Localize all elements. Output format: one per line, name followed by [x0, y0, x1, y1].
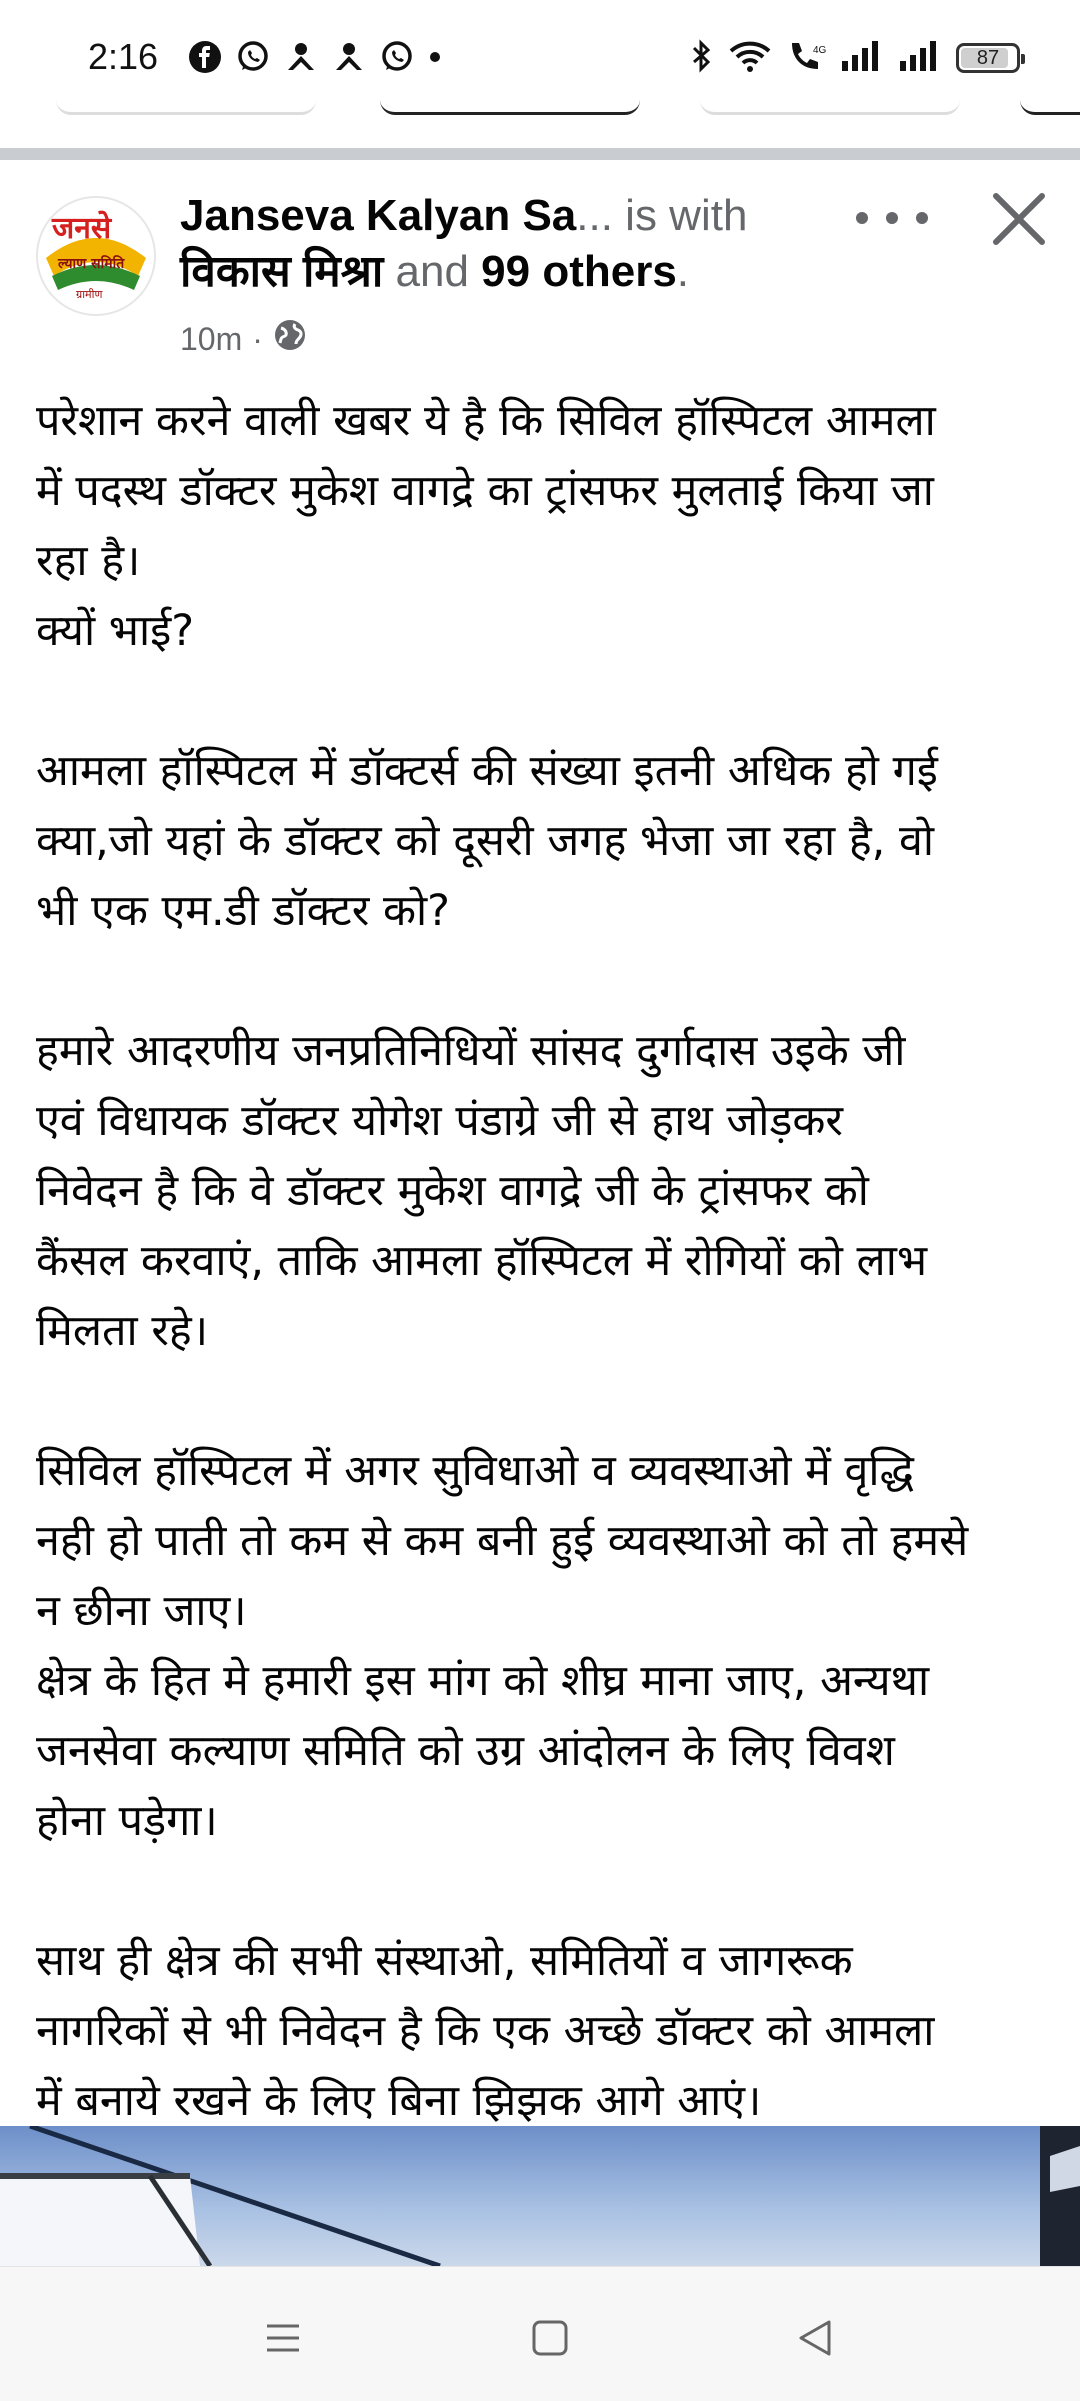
post-text-line: परेशान करने वाली खबर ये है कि सिविल हॉस्पिटल आमला [36, 396, 936, 446]
story-card-edge[interactable] [700, 100, 960, 115]
dot-icon [886, 212, 898, 224]
post-text-line: कैंसल करवाएं, ताकि आमला हॉस्पिटल में रोगियों को लाभ [36, 1236, 928, 1286]
battery-label: 87 [976, 46, 1000, 69]
app-person-icon [332, 40, 366, 74]
more-options-button[interactable] [856, 196, 928, 240]
and-text: and [383, 247, 482, 296]
post-text-line: क्या,जो यहां के डॉक्टर को दूसरी जगह भेजा जा रहा है, वो [36, 816, 935, 866]
notification-icons [188, 40, 442, 74]
post-photo[interactable] [0, 2126, 1080, 2266]
post-paragraph [36, 1926, 1046, 2136]
app-person-icon [284, 40, 318, 74]
post-text-line: मिलता रहे। [36, 1306, 209, 1356]
post-text-line: सिविल हॉस्पिटल में अगर सुविधाओ व व्यवस्थाओ में वृद्धि [36, 1446, 914, 1496]
post-text-line: नागरिकों से भी निवेदन है कि एक अच्छे डॉक्टर को आमला [36, 2006, 935, 2056]
post-text-line: नही हो पाती तो कम से कम बनी हुई व्यवस्थाओ को तो हमसे [36, 1516, 969, 1566]
meta-separator: · [252, 320, 263, 357]
post-text-line: जनसेवा कल्याण समिति को उग्र आंदोलन के लिए विवश [36, 1726, 895, 1776]
battery-indicator [956, 43, 1020, 73]
svg-text:4G: 4G [813, 45, 826, 56]
dot-icon [916, 212, 928, 224]
svg-text:ग्रामीण: ग्रामीण [76, 288, 103, 301]
system-icons [690, 38, 1020, 78]
bluetooth-icon [690, 38, 714, 78]
close-post-button[interactable] [990, 190, 1048, 248]
author-name-link[interactable]: Janseva Kalyan Sa [180, 191, 577, 240]
signal-icon [898, 39, 942, 77]
story-card-edge[interactable] [380, 100, 640, 115]
post-header-text [180, 188, 840, 300]
post-text-line: में पदस्थ डॉक्टर मुकेश वागद्रे का ट्रांसफर मुलताई किया जा [36, 466, 934, 516]
signal-icon [840, 39, 884, 77]
close-icon [990, 190, 1048, 248]
post-text-line: में बनाये रखने के लिए बिना झिझक आगे आएं। [36, 2076, 762, 2126]
post-timestamp[interactable]: 10m [180, 320, 243, 357]
post-text-line: एवं विधायक डॉक्टर योगेश पंडाग्रे जी से हाथ जोड़कर [36, 1096, 844, 1146]
period-text: . [676, 247, 690, 296]
globe-icon[interactable] [273, 318, 307, 360]
post-paragraph [36, 1436, 1046, 1856]
post-paragraph [36, 386, 1046, 666]
post-text-line: होना पड़ेगा। [36, 1796, 218, 1846]
home-button[interactable] [525, 2313, 575, 2363]
feed-divider [0, 148, 1080, 160]
logo-icon [38, 198, 154, 314]
svg-text:जनसे: जनसे [52, 211, 112, 246]
home-square-icon [530, 2318, 570, 2358]
status-time: 2:16 [88, 36, 159, 77]
dot-icon [428, 40, 442, 74]
dot-icon [856, 212, 868, 224]
is-with-text: is with [612, 191, 748, 240]
page-avatar[interactable] [36, 196, 156, 316]
whatsapp-icon [380, 40, 414, 74]
post-text [36, 386, 1046, 2206]
post-paragraph [36, 736, 1046, 946]
post-text-line: क्षेत्र के हित मे हमारी इस मांग को शीघ्र माना जाए, अन्यथा [36, 1656, 930, 1706]
system-nav-bar [0, 2266, 1080, 2401]
facebook-icon [188, 40, 222, 74]
story-card-edge[interactable] [56, 100, 316, 115]
back-triangle-icon [795, 2318, 835, 2358]
author-ellipsis: ... [576, 191, 613, 240]
tagged-person-link[interactable]: विकास मिश्रा [180, 247, 384, 296]
others-link[interactable]: 99 others [481, 247, 677, 296]
menu-icon [263, 2318, 303, 2358]
post-text-line: हमारे आदरणीय जनप्रतिनिधियों सांसद दुर्गादास उइके जी [36, 1026, 906, 1076]
post-text-line: आमला हॉस्पिटल में डॉक्टर्स की संख्या इतनी अधिक हो गई [36, 746, 938, 796]
svg-text:ल्याण समिति: ल्याण समिति [58, 256, 125, 272]
post-meta [180, 318, 307, 360]
post-text-line: भी एक एम.डी डॉक्टर को? [36, 886, 450, 936]
menu-button[interactable] [258, 2313, 308, 2363]
post-text-line: न छीना जाए। [36, 1586, 247, 1636]
back-button[interactable] [790, 2313, 840, 2363]
wifi-icon [728, 39, 772, 77]
post-paragraph [36, 1016, 1046, 1366]
post-text-line: क्यों भाई? [36, 606, 195, 656]
status-bar [0, 0, 1080, 100]
stories-strip-edge [0, 100, 1080, 148]
call-icon [786, 39, 826, 77]
post-text-line: रहा है। [36, 536, 141, 586]
whatsapp-icon [236, 40, 270, 74]
post-text-line: निवेदन है कि वे डॉक्टर मुकेश वागद्रे जी के ट्रांसफर को [36, 1166, 869, 1216]
building-photo-icon [0, 2126, 1080, 2266]
post-text-line: साथ ही क्षेत्र की सभी संस्थाओ, समितियों व जागरूक [36, 1936, 853, 1986]
story-card-edge[interactable] [1020, 100, 1080, 115]
